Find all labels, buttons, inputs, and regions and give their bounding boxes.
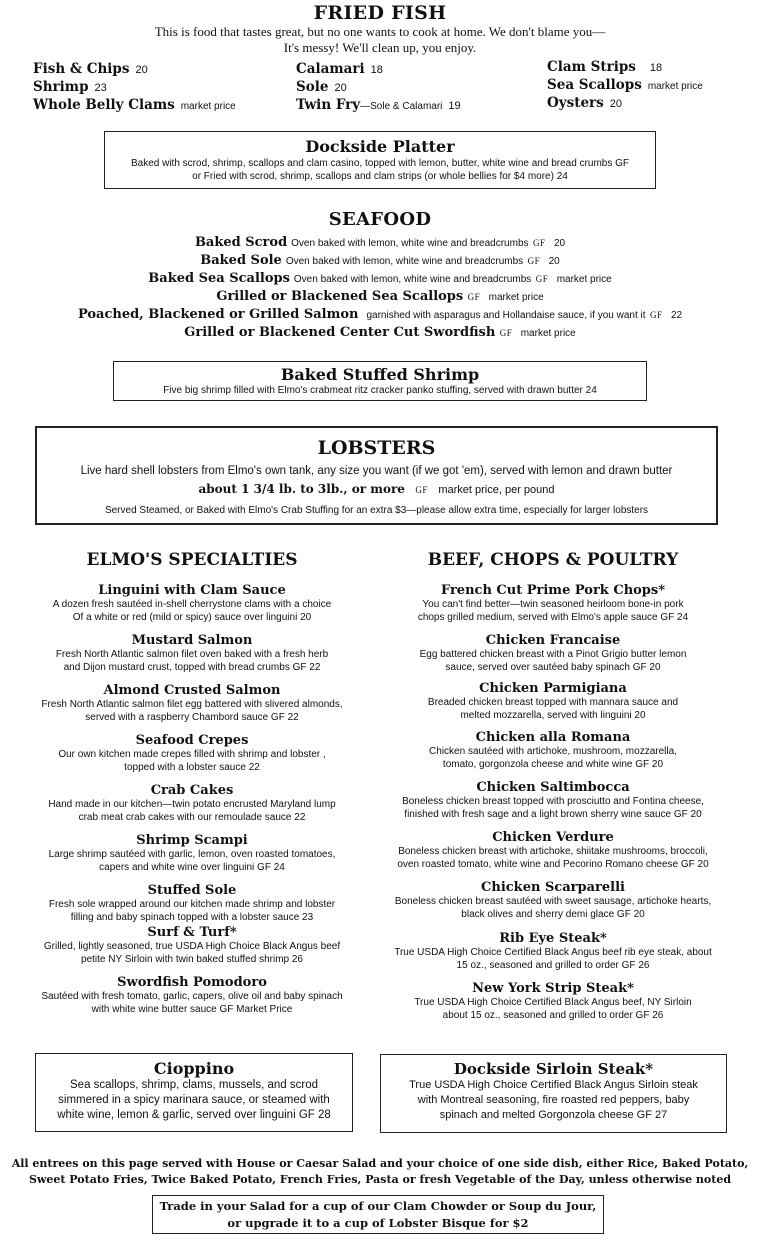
- seafood-item: [0, 269, 760, 287]
- item-name: Baked Sole: [200, 253, 282, 268]
- dockside-platter-desc-1: Baked with scrod, shrimp, scallops and clam casino, topped with lemon, butter, white wine and bread crumbs GF: [130, 158, 630, 169]
- beef-item: [378, 633, 728, 674]
- footer-note-2: Sweet Potato Fries, Twice Baked Potato, French Fries, Pasta or fresh Vegetable of the Day, unless otherwise noted: [28, 1173, 732, 1186]
- specialties-heading: ELMO'S SPECIALTIES: [86, 550, 298, 570]
- fried-fish-intro-1: This is food that tastes great, but no one wants to cook at home. We don't blame you—: [154, 24, 606, 39]
- trade-box: [152, 1195, 604, 1234]
- item-name: Crab Cakes: [150, 783, 234, 798]
- specialty-item: [22, 833, 362, 874]
- beef-heading: BEEF, CHOPS & POULTRY: [427, 550, 679, 570]
- cioppino-title: Cioppino: [153, 1059, 235, 1078]
- item-name: Chicken Scarparelli: [481, 880, 625, 895]
- specialty-item: [22, 975, 362, 1016]
- item-name: Rib Eye Steak*: [499, 931, 607, 946]
- item-price: 23: [94, 82, 107, 94]
- sirloin-desc-2: with Montreal seasoning, fire roasted red peppers, baby: [417, 1094, 690, 1106]
- item-name: Almond Crusted Salmon: [103, 683, 281, 698]
- cioppino-desc-2: simmered in a spicy marinara sauce, or steamed with: [58, 1094, 330, 1106]
- specialty-item: [22, 925, 362, 966]
- sirloin-desc-1: True USDA High Choice Certified Black Angus Sirloin steak: [409, 1079, 698, 1091]
- item-desc-1: Breaded chicken breast topped with mannara sauce and: [427, 697, 679, 708]
- item-desc-1: Sautéed with fresh tomato, garlic, capers, olive oil and baby spinach: [41, 991, 343, 1002]
- fried-fish-heading: FRIED FISH: [313, 2, 447, 24]
- item-desc-2: crab meat crab cakes with our remoulade sauce 22: [78, 811, 306, 823]
- item-desc-2: filling and baby spinach topped with a lobster sauce 23: [70, 911, 314, 923]
- item-desc: Oven baked with lemon, white wine and breadcrumbs: [285, 256, 524, 267]
- item-desc-1: Fresh North Atlantic salmon filet egg battered with slivered almonds,: [41, 699, 343, 710]
- trade-line-2: or upgrade it to a cup of Lobster Bisque for $2: [227, 1216, 529, 1230]
- item-price: 18: [370, 64, 383, 76]
- gf-badge: GF: [649, 310, 663, 320]
- item-price: market price: [556, 274, 612, 285]
- item-desc-2: served with a raspberry Chambord sauce GF 22: [85, 711, 299, 723]
- item-desc-1: Grilled, lightly seasoned, true USDA High Choice Black Angus beef: [43, 941, 341, 952]
- menu-item: [296, 79, 461, 97]
- item-desc-1: True USDA High Choice Certified Black Angus beef, NY Sirloin: [414, 997, 692, 1008]
- specialty-item: [22, 883, 362, 924]
- item-desc-1: A dozen fresh sautéed in-shell cherrystone clams with a choice: [52, 599, 332, 610]
- item-desc-1: Fresh North Atlantic salmon filet oven baked with a fresh herb: [55, 649, 329, 660]
- beef-item: [378, 681, 728, 722]
- item-name: Chicken Francaise: [485, 633, 621, 648]
- seafood-item: [0, 305, 760, 323]
- stuffed-shrimp-title: Baked Stuffed Shrimp: [280, 365, 480, 384]
- item-desc-1: Egg battered chicken breast with a Pinot Grigio butter lemon: [419, 649, 687, 660]
- seafood-item: [0, 323, 760, 341]
- stuffed-shrimp-box: [113, 361, 647, 401]
- lobsters-desc: Live hard shell lobsters from Elmo's own tank, any size you want (if we got 'em), served with lemon and drawn butter: [80, 465, 673, 477]
- dockside-platter-title: Dockside Platter: [305, 137, 455, 156]
- lobsters-size: about 1 3/4 lb. to 3lb., or more: [198, 482, 405, 496]
- fried-fish-col-2: [296, 61, 461, 115]
- item-name: Mustard Salmon: [131, 633, 253, 648]
- item-price: 20: [548, 256, 560, 267]
- cioppino-desc-1: Sea scallops, shrimp, clams, mussels, and scrod: [70, 1079, 318, 1091]
- footer-note-1: All entrees on this page served with House or Caesar Salad and your choice of one side dish, either Rice, Baked Potato,: [11, 1157, 749, 1170]
- item-desc-2: melted mozzarella, served with linguini 20: [460, 709, 646, 721]
- beef-item: [378, 931, 728, 972]
- item-price: 20: [553, 238, 566, 249]
- beef-item: [378, 981, 728, 1022]
- menu-item: [33, 79, 236, 97]
- item-desc-2: topped with a lobster sauce 22: [124, 761, 260, 773]
- item-desc: Oven baked with lemon, white wine and breadcrumbs: [291, 238, 529, 249]
- gf-badge: GF: [532, 238, 546, 248]
- fried-fish-intro-2: It's messy! We'll clean up, you enjoy.: [283, 40, 477, 55]
- trade-line-1: Trade in your Salad for a cup of our Clam Chowder or Soup du Jour,: [159, 1199, 597, 1213]
- seafood-item: [0, 287, 760, 305]
- item-name: Calamari: [296, 61, 365, 77]
- item-name: Stuffed Sole: [147, 883, 237, 898]
- gf-badge: GF: [527, 256, 541, 266]
- item-desc-1: Boneless chicken breast with artichoke, shiitake mushrooms, broccoli,: [398, 846, 708, 857]
- item-price: 19: [448, 100, 461, 112]
- beef-item: [378, 583, 728, 624]
- item-note: —Sole & Calamari: [360, 101, 443, 112]
- lobsters-title: LOBSTERS: [317, 437, 436, 459]
- item-desc-1: Boneless chicken breast sautéed with sweet sausage, artichoke hearts,: [394, 896, 712, 907]
- sirloin-desc-3: spinach and melted Gorgonzola cheese GF 27: [439, 1109, 668, 1121]
- item-desc-2: with white wine butter sauce GF Market Price: [91, 1003, 293, 1015]
- item-price: market price: [647, 81, 703, 92]
- item-name: Shrimp: [33, 79, 89, 95]
- item-name: Chicken Verdure: [492, 830, 614, 845]
- item-price: 20: [135, 64, 148, 76]
- stuffed-shrimp-desc: Five big shrimp filled with Elmo's crabmeat ritz cracker panko stuffing, served with drawn butter 24: [163, 385, 597, 396]
- item-name: Swordfish Pomodoro: [117, 975, 267, 990]
- menu-item: [547, 77, 703, 95]
- specialty-item: [22, 633, 362, 674]
- item-name: Clam Strips: [547, 59, 636, 75]
- item-name: Grilled or Blackened Center Cut Swordfish: [184, 325, 496, 340]
- item-desc-1: Large shrimp sautéed with garlic, lemon, oven roasted tomatoes,: [48, 849, 336, 860]
- menu-item: [33, 61, 236, 79]
- item-desc-2: about 15 oz., seasoned and grilled to order GF 26: [442, 1009, 664, 1021]
- item-name: French Cut Prime Pork Chops*: [440, 583, 666, 598]
- item-desc-2: 15 oz., seasoned and grilled to order GF 26: [456, 959, 650, 971]
- item-desc-1: Fresh sole wrapped around our kitchen made shrimp and lobster: [48, 899, 336, 910]
- item-name: Whole Belly Clams: [33, 97, 175, 113]
- specialty-item: [22, 583, 362, 624]
- item-name: Oysters: [547, 95, 604, 111]
- item-price: market price: [180, 101, 236, 112]
- fried-fish-col-1: [33, 61, 236, 115]
- item-desc-2: black olives and sherry demi glace GF 20: [461, 908, 645, 920]
- item-desc-2: and Dijon mustard crust, topped with bread crumbs GF 22: [63, 661, 321, 673]
- item-desc-1: Chicken sautéed with artichoke, mushroom, mozzarella,: [429, 746, 677, 757]
- item-price: market price: [520, 328, 576, 339]
- gf-badge: GF: [535, 274, 549, 284]
- item-name: Baked Scrod: [194, 235, 288, 250]
- menu-item: [547, 59, 703, 77]
- beef-item: [378, 780, 728, 821]
- cioppino-desc-3: white wine, lemon & garlic, served over linguini GF 28: [57, 1109, 331, 1121]
- item-name: Twin Fry: [296, 97, 361, 113]
- item-name: Chicken Saltimbocca: [476, 780, 630, 795]
- menu-item: [296, 61, 461, 79]
- item-name: Linguini with Clam Sauce: [98, 583, 286, 598]
- item-desc-2: Of a white or red (mild or spicy) sauce over linguini 20: [72, 611, 312, 623]
- sirloin-title: Dockside Sirloin Steak*: [453, 1060, 654, 1078]
- item-price: 20: [334, 82, 347, 94]
- beef-item: [378, 880, 728, 921]
- item-price: 20: [609, 98, 622, 110]
- specialty-item: [22, 783, 362, 824]
- item-name: Surf & Turf*: [147, 925, 237, 940]
- item-name: Poached, Blackened or Grilled Salmon: [77, 307, 359, 322]
- item-desc-1: True USDA High Choice Certified Black Angus beef rib eye steak, about: [394, 947, 712, 958]
- item-desc-1: Our own kitchen made crepes filled with shrimp and lobster ,: [58, 749, 326, 760]
- seafood-heading: SEAFOOD: [328, 209, 432, 230]
- sirloin-box: [380, 1054, 727, 1133]
- menu-item: [547, 95, 703, 113]
- item-desc-2: sauce, served over sautéed baby spinach GF 20: [445, 661, 661, 673]
- gf-badge: GF: [467, 292, 481, 302]
- menu-item: [296, 97, 461, 115]
- item-name: Shrimp Scampi: [136, 833, 248, 848]
- item-name: Fish & Chips: [33, 61, 130, 77]
- specialty-item: [22, 683, 362, 724]
- item-desc-1: Hand made in our kitchen—twin potato encrusted Maryland lump: [48, 799, 336, 810]
- item-name: Sole: [296, 79, 329, 95]
- item-desc-2: finished with fresh sage and a light brown sherry wine sauce GF 20: [404, 808, 702, 820]
- item-price: market price: [488, 292, 544, 303]
- beef-item: [378, 830, 728, 871]
- cioppino-box: [35, 1053, 353, 1132]
- lobsters-note: Served Steamed, or Baked with Elmo's Crab Stuffing for an extra $3—please allow extra time, especially for larger lobsters: [104, 505, 649, 516]
- beef-item: [378, 730, 728, 771]
- item-name: Baked Sea Scallops: [148, 271, 290, 286]
- gf-badge: GF: [499, 328, 513, 338]
- item-desc-1: Boneless chicken breast topped with prosciutto and Fontina cheese,: [402, 796, 704, 807]
- dockside-platter-desc-2: or Fried with scrod, shrimp, scallops and clam strips (or whole bellies for $4 more) 24: [192, 171, 568, 182]
- menu-item: [33, 97, 236, 115]
- seafood-item: [0, 233, 760, 251]
- item-desc: Oven baked with lemon, white wine and breadcrumbs: [293, 274, 532, 285]
- item-desc-2: chops grilled medium, served with Elmo's apple sauce GF 24: [417, 611, 689, 623]
- item-desc-2: oven roasted tomato, white wine and Pecorino Romano cheese GF 20: [397, 858, 709, 870]
- lobsters-size-line: [37, 480, 716, 498]
- item-name: Chicken alla Romana: [475, 730, 631, 745]
- item-price: 22: [670, 310, 683, 321]
- fried-fish-col-3: [547, 59, 703, 113]
- item-desc-2: capers and white wine over linguini GF 24: [99, 861, 285, 873]
- item-name: Seafood Crepes: [135, 733, 249, 748]
- item-name: Grilled or Blackened Sea Scallops: [216, 289, 464, 304]
- specialty-item: [22, 733, 362, 774]
- lobsters-box: [35, 426, 718, 525]
- item-price: 18: [649, 62, 663, 74]
- seafood-item: [0, 251, 760, 269]
- dockside-platter-box: [104, 131, 656, 189]
- item-desc-2: tomato, gorgonzola cheese and white wine GF 20: [442, 758, 664, 770]
- item-desc-1: You can't find better—twin seasoned heirloom bone-in pork: [422, 599, 684, 610]
- item-name: New York Strip Steak*: [472, 981, 634, 996]
- item-name: Chicken Parmigiana: [479, 681, 627, 696]
- item-name: Sea Scallops: [547, 77, 642, 93]
- lobsters-price: market price, per pound: [438, 484, 555, 496]
- gf-badge: GF: [415, 485, 428, 495]
- item-desc: garnished with asparagus and Hollandaise sauce, if you want it: [366, 310, 646, 321]
- item-desc-2: petite NY Sirloin with twin baked stuffed shrimp 26: [81, 953, 303, 965]
